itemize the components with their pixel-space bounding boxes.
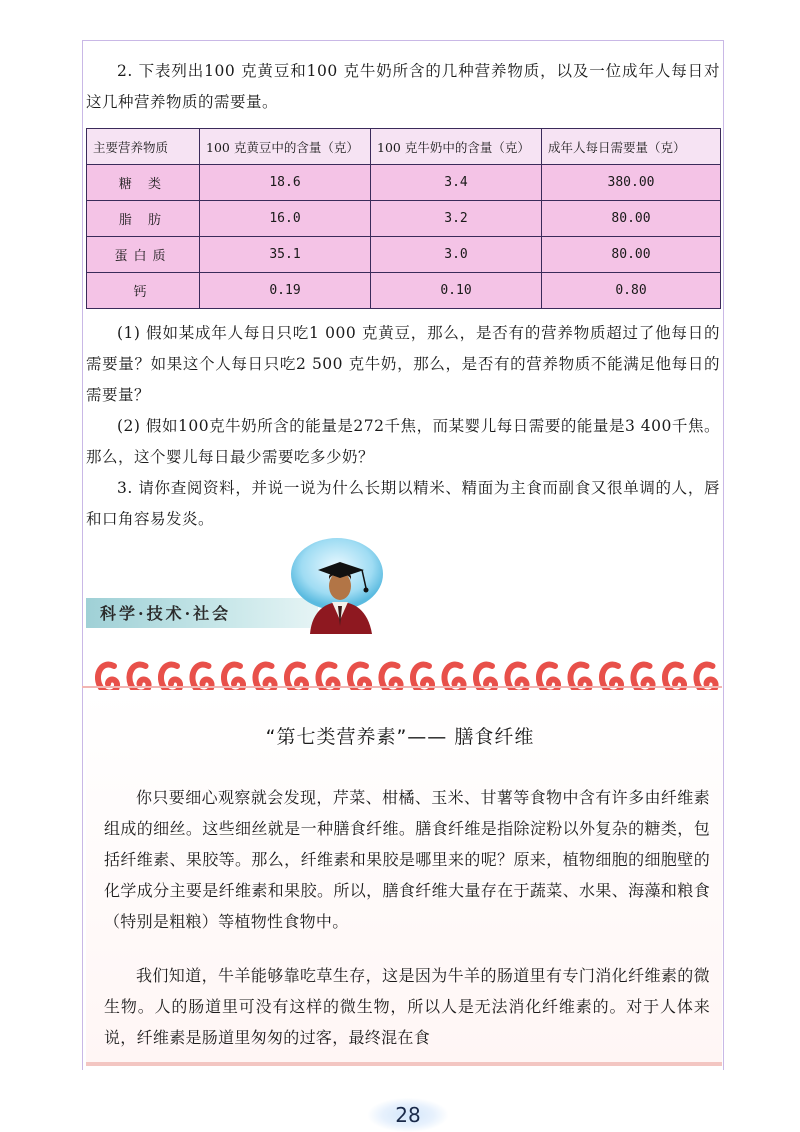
question-2-intro: 2. 下表列出100 克黄豆和100 克牛奶所含的几种营养物质，以及一位成年人每日对这几种营养物质的需要量。	[86, 62, 720, 111]
swirl-ornament	[129, 665, 148, 693]
table-row	[87, 237, 721, 273]
article-box-bottom-border	[86, 1062, 722, 1066]
milk-content: 0.10	[371, 273, 542, 309]
nutrient-table	[86, 128, 721, 309]
table-row	[87, 273, 721, 309]
milk-content: 3.0	[371, 237, 542, 273]
table-header-cell: 100 克黄豆中的含量（克）	[200, 129, 371, 165]
swirl-ornament	[192, 665, 211, 693]
article-paragraph-2: 我们知道，牛羊能够靠吃草生存，这是因为牛羊的肠道里有专门消化纤维素的微生物。人的肠道里可没有这样的微生物，所以人是无法消化纤维素的。对于人体来说，纤维素是肠道里匆匆的过客，最终混在食	[104, 966, 710, 1047]
question-2-part-1: (1) 假如某成年人每日只吃1 000 克黄豆，那么，是否有的营养物质超过了他每日的需要量？如果这个人每日只吃2 500 克牛奶，那么，是否有的营养物质不能满足他每日的需要量？	[86, 324, 720, 404]
table-header-row	[87, 129, 721, 165]
daily-need: 380.00	[542, 165, 721, 201]
frame-top-line	[82, 40, 723, 41]
daily-need: 80.00	[542, 201, 721, 237]
table-row	[87, 165, 721, 201]
article-paragraph-1: 你只要细心观察就会发现，芹菜、柑橘、玉米、甘薯等食物中含有许多由纤维素组成的细丝。这些细丝就是一种膳食纤维。膳食纤维是指除淀粉以外复杂的糖类，包括纤维素、果胶等。那么，纤维素和果胶是哪里来的呢？原来，植物细胞的细胞壁的化学成分主要是纤维素和果胶。所以，膳食纤维大量存在于蔬菜、水果、海藻和粮食（特别是粗粮）等植物性食物中。	[104, 788, 710, 931]
table-row	[87, 201, 721, 237]
swirl-ornament	[98, 665, 117, 693]
nutrient-name: 钙	[87, 273, 200, 309]
daily-need: 80.00	[542, 237, 721, 273]
swirl-ornament	[444, 665, 463, 693]
swirl-ornament	[255, 665, 274, 693]
swirl-ornament	[350, 665, 369, 693]
swirl-ornament	[507, 665, 526, 693]
nutrient-name: 糖 类	[87, 165, 200, 201]
article-title: “第七类营养素”—— 膳食纤维	[265, 726, 535, 748]
swirl-ornament	[381, 665, 400, 693]
nutrient-name: 脂 肪	[87, 201, 200, 237]
swirl-ornament	[224, 665, 243, 693]
swirl-ornament	[476, 665, 495, 693]
daily-need: 0.80	[542, 273, 721, 309]
question-3: 3. 请你查阅资料，并说一说为什么长期以精米、精面为主食而副食又很单调的人，唇和口角容易发炎。	[86, 479, 720, 528]
swirl-ornament	[539, 665, 558, 693]
swirl-ornament	[602, 665, 621, 693]
nutrient-name: 蛋白质	[87, 237, 200, 273]
swirl-ornament	[161, 665, 180, 693]
soy-content: 35.1	[200, 237, 371, 273]
page-number: 28	[368, 1098, 448, 1132]
swirl-ornament	[287, 665, 306, 693]
swirl-ornament	[413, 665, 432, 693]
section-banner-label: 科学·技术·社会	[100, 604, 232, 623]
soy-content: 0.19	[200, 273, 371, 309]
soy-content: 18.6	[200, 165, 371, 201]
soy-content: 16.0	[200, 201, 371, 237]
table-header-cell: 成年人每日需要量（克）	[542, 129, 721, 165]
swirl-ornament	[633, 665, 652, 693]
milk-content: 3.4	[371, 165, 542, 201]
table-header-cell: 100 克牛奶中的含量（克）	[371, 129, 542, 165]
swirl-ornament	[665, 665, 684, 693]
graduate-portrait-illustration	[282, 534, 392, 634]
question-2-part-2: (2) 假如100克牛奶所含的能量是272千焦，而某婴儿每日需要的能量是3 400千焦。那么，这个婴儿每日最少需要吃多少奶？	[86, 417, 720, 466]
swirl-ornament	[570, 665, 589, 693]
milk-content: 3.2	[371, 201, 542, 237]
divider-line	[82, 686, 722, 688]
swirl-ornament	[318, 665, 337, 693]
swirl-ornament	[696, 665, 715, 693]
table-header-cell: 主要营养物质	[87, 129, 200, 165]
